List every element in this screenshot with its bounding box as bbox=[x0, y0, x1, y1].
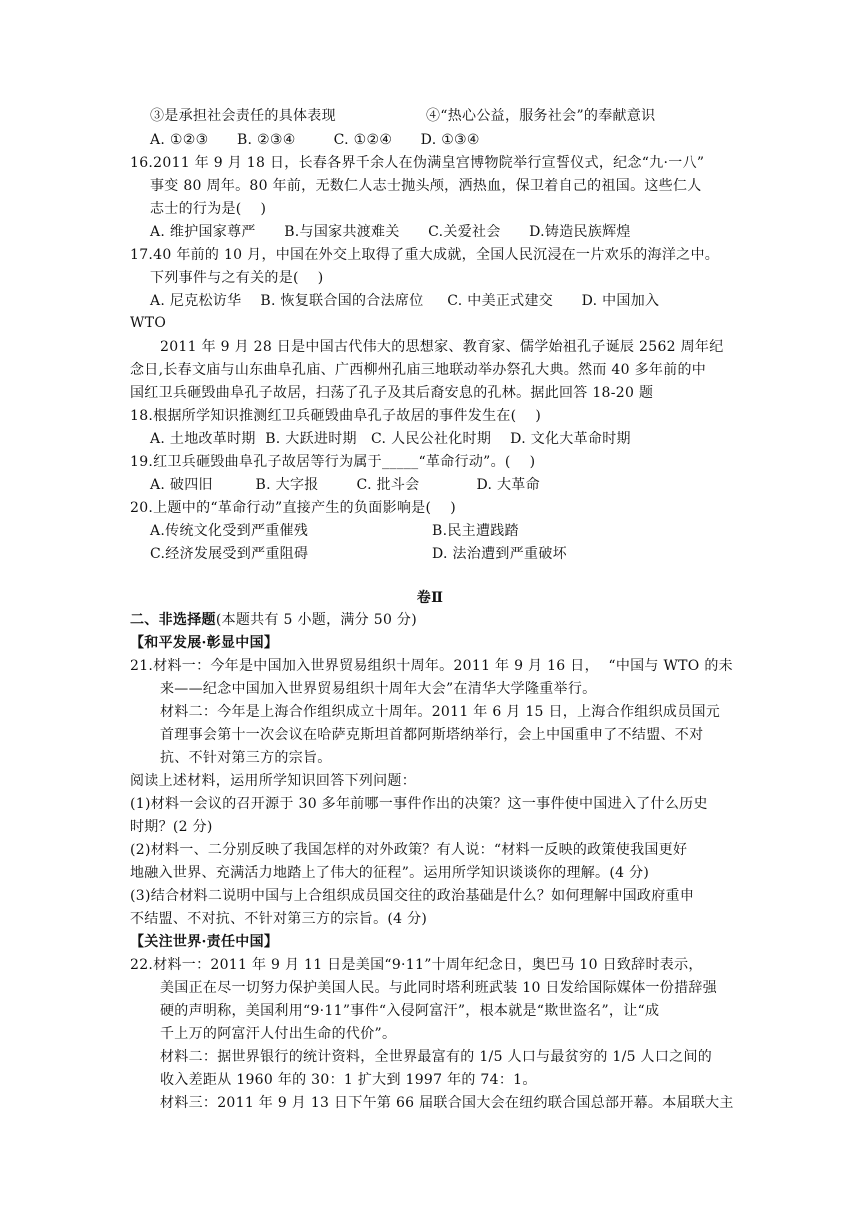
material-text: 材料二：据世界银行的统计资料，全世界最富有的 1/5 人口与最贫穷的 1/5 人口之间的 bbox=[160, 1049, 713, 1065]
option-line: A. 维护国家尊严 B.与国家共渡难关 C.关爱社会 D.铸造民族辉煌 bbox=[150, 224, 631, 240]
sub-question: 时期？(2 分) bbox=[130, 819, 213, 835]
question-text: 志士的行为是( ) bbox=[150, 201, 267, 217]
topic-heading: 【和平发展·彰显中国】 bbox=[130, 635, 279, 651]
option-line: A. 土地改革时期 B. 大跃进时期 C. 人民公社化时期 D. 文化大革命时期 bbox=[150, 431, 631, 447]
option-line: A. ①②③ B. ②③④ C. ①②④ D. ①③④ bbox=[150, 132, 480, 148]
question-20: 20.上题中的“革命行动”直接产生的负面影响是( ) bbox=[130, 500, 457, 516]
part-heading-note: (本题共有 5 小题，满分 50 分) bbox=[215, 612, 417, 628]
passage-text: 念日,长春文庙与山东曲阜孔庙、广西柳州孔庙三地联动举办祭孔大典。然而 40 多年前的中 bbox=[130, 362, 707, 378]
material-text: 千上万的阿富汗人付出生命的代价”。 bbox=[160, 1026, 397, 1042]
material-text: 美国正在尽一切努力保护美国人民。与此同时塔利班武装 10 日发给国际媒体一份措辞强 bbox=[160, 980, 718, 996]
option-line: A. 破四旧 B. 大字报 C. 批斗会 D. 大革命 bbox=[150, 477, 540, 493]
passage-text: 2011 年 9 月 28 日是中国古代伟大的思想家、教育家、儒学始祖孔子诞辰 2562 周年纪 bbox=[160, 339, 724, 355]
topic-heading: 【关注世界·责任中国】 bbox=[130, 934, 279, 950]
question-text: 事变 80 周年。80 年前，无数仁人志士抛头颅，洒热血，保卫着自己的祖国。这些仁人 bbox=[150, 178, 702, 194]
material-text: 抗、不针对第三方的宗旨。 bbox=[160, 750, 332, 766]
option-line: D. 法治遭到严重破坏 bbox=[432, 546, 567, 562]
option-line: A. 尼克松访华 B. 恢复联合国的合法席位 C. 中美正式建交 D. 中国加入 bbox=[150, 293, 660, 309]
material-text: 首理事会第十一次会议在哈萨克斯坦首都阿斯塔纳举行，会上中国重申了不结盟、不对 bbox=[160, 727, 704, 743]
section-title: 卷Ⅱ bbox=[416, 590, 444, 606]
material-text: 收入差距从 1960 年的 30：1 扩大到 1997 年的 74：1。 bbox=[160, 1072, 537, 1088]
sub-question: 不结盟、不对抗、不针对第三方的宗旨。(4 分) bbox=[130, 911, 428, 927]
part-heading bbox=[130, 610, 417, 630]
passage-text: 国红卫兵砸毁曲阜孔子故居，扫荡了孔子及其后裔安息的孔林。据此回答 18-20 题 bbox=[130, 385, 654, 401]
option-line: ③是承担社会责任的具体表现 bbox=[150, 108, 336, 124]
option-line: B.民主遭践踏 bbox=[432, 523, 519, 539]
option-line: A.传统文化受到严重催残 bbox=[150, 523, 309, 539]
question-text: 下列事件与之有关的是( ) bbox=[150, 270, 324, 286]
option-line: WTO bbox=[130, 315, 167, 331]
option-line: ④“热心公益，服务社会”的奉献意识 bbox=[426, 108, 656, 124]
sub-question: (1)材料一会议的召开源于 30 多年前哪一事件作出的决策？这一事件使中国进入了什么历史 bbox=[130, 796, 708, 812]
part-heading-bold: 二、非选择题 bbox=[130, 612, 216, 628]
sub-question: 地融入世界、充满活力地踏上了伟大的征程”。运用所学知识谈谈你的理解。(4 分) bbox=[130, 865, 650, 881]
question-21: 21.材料一：今年是中国加入世界贸易组织十周年。2011 年 9 月 16 日， “中国与 WTO 的未 bbox=[130, 658, 733, 674]
question-16: 16.2011 年 9 月 18 日，长春各界千余人在伪满皇宫博物院举行宣誓仪式，纪念“九·一八” bbox=[130, 155, 705, 171]
question-19: 19.红卫兵砸毁曲阜孔子故居等行为属于_____“革命行动”。( ) bbox=[130, 454, 536, 470]
question-17: 17.40 年前的 10 月，中国在外交上取得了重大成就，全国人民沉浸在一片欢乐的海洋之中。 bbox=[130, 247, 720, 263]
material-text: 材料二：今年是上海合作组织成立十周年。2011 年 6 月 15 日，上海合作组织成员国元 bbox=[160, 704, 721, 720]
question-18: 18.根据所学知识推测红卫兵砸毁曲阜孔子故居的事件发生在( ) bbox=[130, 408, 542, 424]
material-text: 来——纪念中国加入世界贸易组织十周年大会”在清华大学隆重举行。 bbox=[160, 681, 597, 697]
option-line: C.经济发展受到严重阻碍 bbox=[150, 546, 309, 562]
sub-question: (2)材料一、二分别反映了我国怎样的对外政策？有人说：“材料一反映的政策使我国更好 bbox=[130, 842, 688, 858]
question-22: 22.材料一：2011 年 9 月 11 日是美国“9·11”十周年纪念日，奥巴马 10 日致辞时表示， bbox=[130, 957, 703, 973]
instruction-text: 阅读上述材料，运用所学知识回答下列问题： bbox=[130, 773, 416, 789]
sub-question: (3)结合材料二说明中国与上合组织成员国交往的政治基础是什么？如何理解中国政府重申 bbox=[130, 888, 695, 904]
material-text: 材料三：2011 年 9 月 13 日下午第 66 届联合国大会在纽约联合国总部开幕。本届联大主 bbox=[160, 1095, 734, 1111]
material-text: 硬的声明称，美国利用“9·11”事件“入侵阿富汗”，根本就是“欺世盗名”，让“成 bbox=[160, 1003, 660, 1019]
